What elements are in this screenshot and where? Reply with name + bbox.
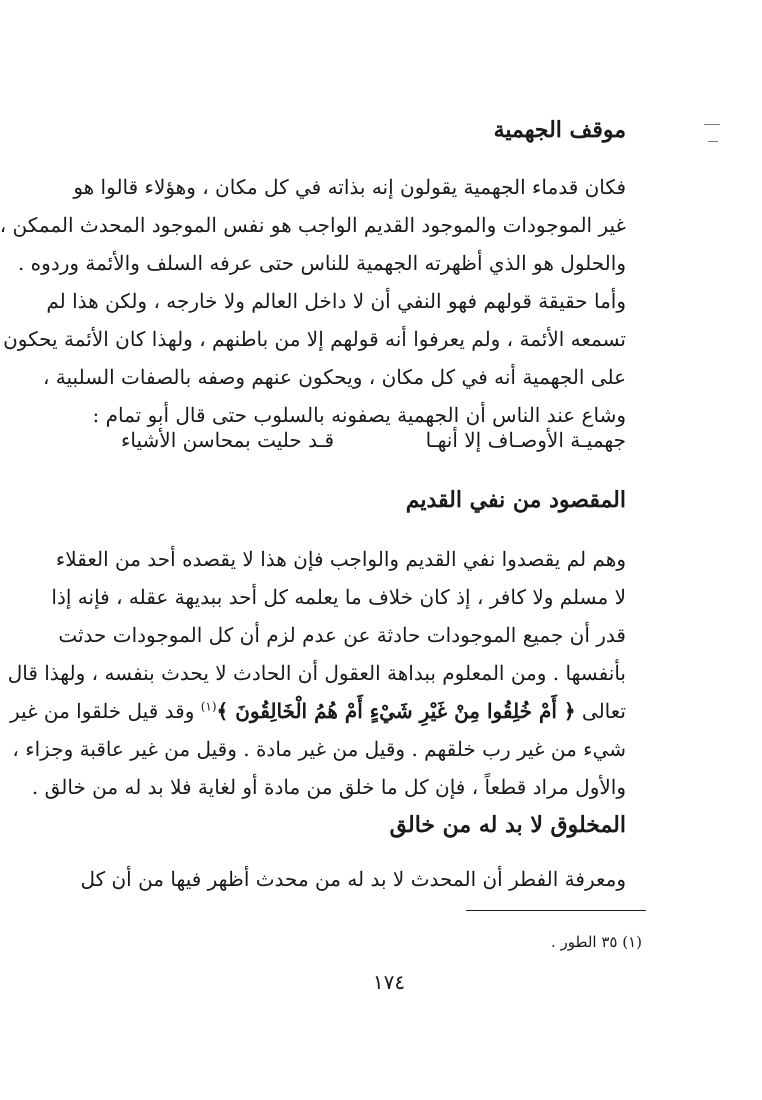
paragraph-2 [7, 540, 626, 806]
scan-edge-mark [704, 124, 720, 125]
quran-verse: ﴿ أَمْ خُلِقُوا مِنْ غَيْرِ شَيْءٍ أَمْ هُمُ الْخَالِقُونَ ﴾ [216, 699, 576, 723]
text-run: وقد قيل خلقوا من غير [10, 699, 195, 723]
text-line: غير الموجودات والموجود القديم الواجب هو نفس الموجود المحدث الممكن ، [0, 213, 626, 237]
scan-edge-mark [708, 141, 718, 142]
text-line: والأول مراد قطعاً ، فإن كل ما خلق من مادة أو لغاية فلا بد له من خالق . [31, 775, 626, 799]
text-line: وهم لم يقصدوا نفي القديم والواجب فإن هذا لا يقصده أحد من العقلاء [55, 547, 626, 571]
text-line: وشاع عند الناس أن الجهمية يصفونه بالسلوب حتى قال أبو تمام : [92, 403, 626, 427]
text-line: على الجهمية أنه في كل مكان ، ويحكون عنهم وصفه بالصفات السلبية ، [42, 365, 626, 389]
footnote: (١) ٣٥ الطور . [550, 933, 642, 951]
verse-first-hemistich: جهميـة الأوصـاف إلا أنهـا [425, 428, 626, 452]
text-run: تعالى [581, 699, 626, 723]
text-line: لا مسلم ولا كافر ، إذ كان خلاف ما يعلمه كل أحد ببديهة عقله ، فإنه إذا [51, 585, 626, 609]
text-line: فكان قدماء الجهمية يقولون إنه بذاته في كل مكان ، وهؤلاء قالوا هو [73, 175, 626, 199]
text-line: قدر أن جميع الموجودات حادثة عن عدم لزم أن كل الموجودات حدثت [58, 623, 626, 647]
page-number: ١٧٤ [372, 970, 406, 994]
running-head: موقف الجهمية [493, 117, 626, 143]
text-line [10, 692, 626, 730]
text-line: بأنفسها . ومن المعلوم ببداهة العقول أن الحادث لا يحدث بنفسه ، ولهذا قال [7, 661, 626, 685]
text-line: تسمعه الأئمة ، ولم يعرفوا أنه قولهم إلا من باطنهم ، ولهذا كان الأئمة يحكون [3, 327, 626, 351]
paragraph-1 [0, 168, 626, 434]
text-line: وأما حقيقة قولهم فهو النفي أن لا داخل العالم ولا خارجه ، ولكن هذا لم [46, 289, 626, 313]
text-line: ومعرفة الفطر أن المحدث لا بد له من محدث أظهر فيها من أن كل [80, 867, 626, 891]
text-line: شيء من غير رب خلقهم . وقيل من غير مادة . وقيل من غير عاقبة وجزاء ، [12, 737, 626, 761]
paragraph-3 [80, 860, 626, 898]
verse-second-hemistich: قـد حليت بمحاسن الأشياء [121, 428, 335, 452]
section-heading: المخلوق لا بد له من خالق [389, 812, 626, 838]
footnote-divider [466, 910, 646, 911]
text-line: والحلول هو الذي أظهرته الجهمية للناس حتى عرفه السلف والأئمة وردوه . [17, 251, 626, 275]
footnote-reference[interactable]: (١) [200, 699, 217, 714]
poetry-verse [121, 420, 626, 460]
section-heading: المقصود من نفي القديم [405, 487, 626, 513]
